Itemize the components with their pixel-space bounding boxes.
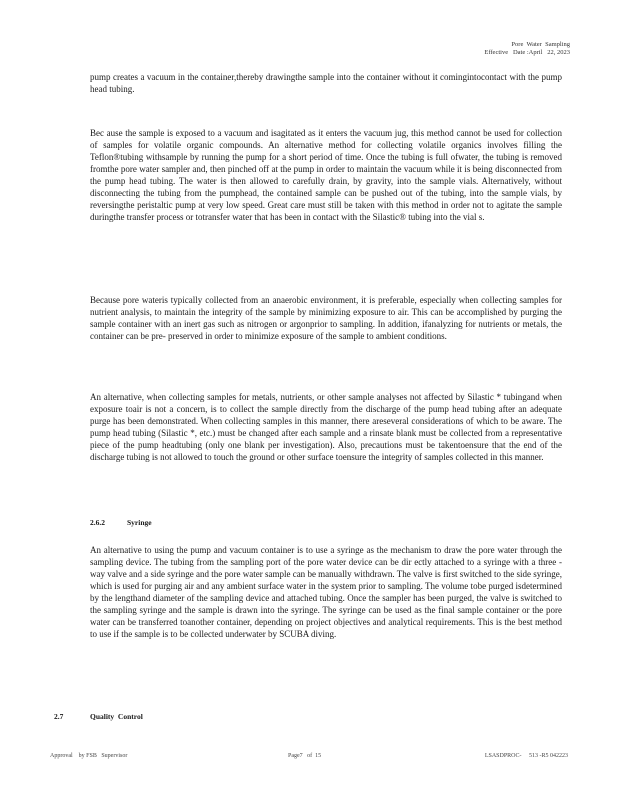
paragraph-syringe: An alternative to using the pump and vacuum container is to use a syringe as the mechanism to draw the pore water through the sampling device. The tubing from the sampling port of the pore water device can be dir ectly attached to a syringe with a three -way valve and a side syringe and the pore water sample can be manually withdrawn. The valve is first switched to the side syringe, which is used for purging air and any ambient surface water in the system prior to sampling. The volume tobe purged isdetermined by the lengthand diameter of the sampling device and attached tubing. Once the sampler has been purged, the valve is switched to the sampling syringe and the sample is drawn into the syringe. The syringe can be used as the final sample container or the pore water can be transferred toanother container, depending on project objectives and analytical requirements. This is the best method to use if the sample is to be collected underwater by SCUBA diving. xyxy=(90,545,562,639)
section-title-quality-control: Quality Control xyxy=(90,712,143,721)
section-number-2-6-2: 2.6.2 xyxy=(90,518,105,527)
header-effective-date: Effective Date :April 22, 2023 xyxy=(484,49,570,56)
footer-document-id: LSASDPROC- 513 -R5 042223 xyxy=(484,753,568,759)
section-number-2-7: 2.7 xyxy=(54,712,64,721)
paragraph-volatile-organics: Bec ause the sample is exposed to a vacuum and isagitated as it enters the vacuum jug, this method cannot be used for collection of samples for volatile organic compounds. An alternative method for collecting volatile organics involves filling the Teflon®tubing withsample by running the pump for a short period of time. Once the tubing is full ofwater, the tubing is removed fromthe pore water sampler and, then pinched off at the pump in order to maintain the vacuum while it is being disconnected from the pump head tubing. The water is then allowed to carefully drain, by gravity, into the sample vials. Alternatively, without disconnecting the tubing from the pumphead, the contained sample can be pushed out of the tubing, into the sample vials, by reversingthe peristaltic pump at very low speed. Great care must still be taken with this method in order not to agitate the sample duringthe transfer process or totransfer water that has been in contact with the Silastic® tubing into the vial s. xyxy=(90,128,562,222)
footer-page-number: Page7 of 15 xyxy=(288,753,322,759)
header-title: Pore Water Sampling xyxy=(511,41,570,48)
paragraph-direct-collection: An alternative, when collecting samples for metals, nutrients, or other sample analyses not affected by Silastic * tubingand when exposure toair is not a concern, is to collect the sample directly from the discharge of the pump head tubing after an adequate purge has been demonstrated. When collecting samples in this manner, there areseveral considerations of which to be aware. The pump head tubing (Silastic *, etc.) must be changed after each sample and a rinsate blank must be collected from a representative piece of the pump headtubing (only one blank per investigation). Also, precautions must be takentoensure that the end of the discharge tubing is not allowed to touch the ground or other surface toensure the integrity of samples collected in this manner. xyxy=(90,392,562,462)
paragraph-pump-vacuum: pump creates a vacuum in the container,thereby drawingthe sample into the container without it comingintocontact with the pump head tubing. xyxy=(90,72,562,94)
footer-approval: Approval by FSB Supervisor xyxy=(50,753,128,759)
section-title-syringe: Syringe xyxy=(127,518,152,527)
paragraph-anaerobic: Because pore wateris typically collected from an anaerobic environment, it is preferable, especially when collecting samples for nutrient analysis, to maintain the integrity of the sample by minimizing exposure to air. This can be accomplished by purging the sample container with an inert gas such as nitrogen or argonprior to sampling. In addition, ifanalyzing for nutrients or metals, the container can be pre- preserved in order to minimize exposure of the sample to ambient conditions. xyxy=(90,295,562,341)
